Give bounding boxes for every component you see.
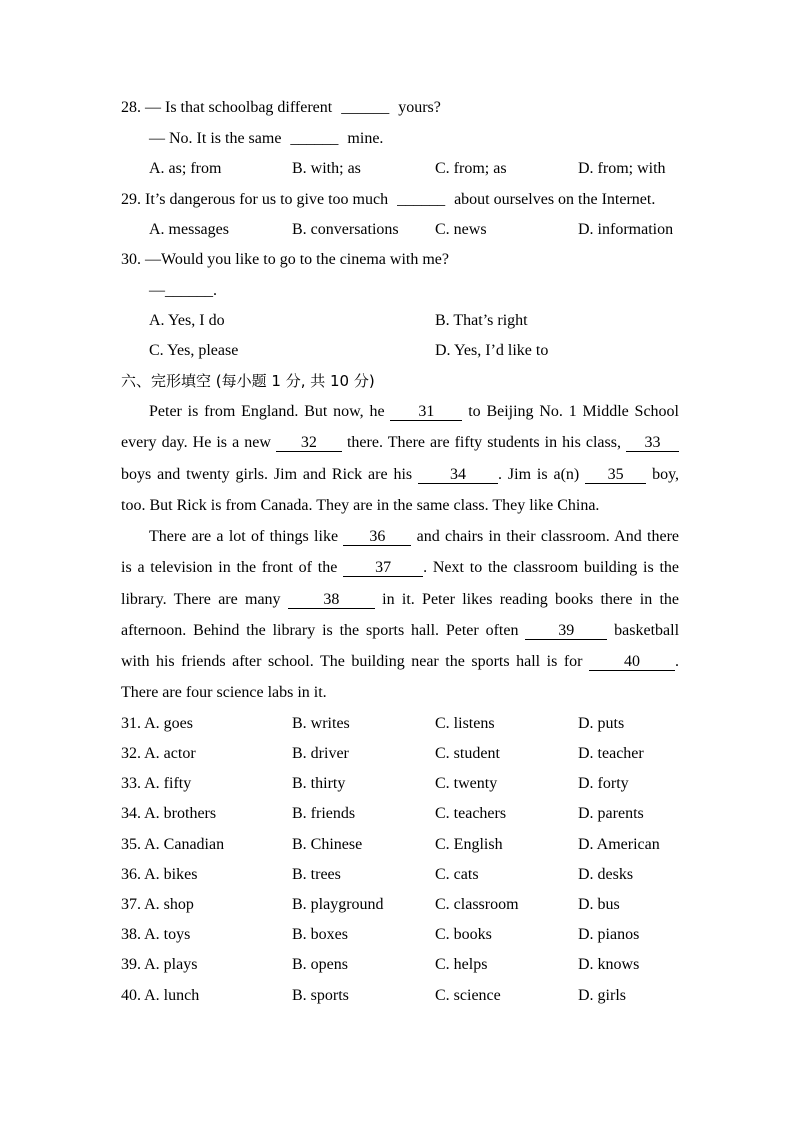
cloze-question-31 xyxy=(0,714,800,734)
passage-text: . Next to the classroom building is the xyxy=(423,559,680,576)
option-c: C. science xyxy=(435,987,501,1004)
option-d: D. information xyxy=(578,221,674,238)
option-b: B. boxes xyxy=(292,926,348,943)
question-text: mine. xyxy=(347,130,384,147)
cloze-blank xyxy=(525,622,607,640)
question-number: 40. xyxy=(121,987,141,1004)
cloze-question-35 xyxy=(0,835,800,855)
passage-line xyxy=(121,683,679,703)
section-title: 六、完形填空 (每小题 1 分, 共 10 分) xyxy=(121,372,375,390)
question-number: 35. xyxy=(121,836,141,853)
option-d: D. forty xyxy=(578,775,629,792)
option-a xyxy=(121,804,216,824)
option-a xyxy=(121,774,191,794)
blank-number: 32 xyxy=(300,434,317,451)
blank-number: 36 xyxy=(369,528,386,545)
option-b: B. conversations xyxy=(292,221,399,238)
passage-text: . Jim is a(n) xyxy=(498,466,580,483)
option-a: A. as; from xyxy=(149,160,222,177)
cloze-question-39 xyxy=(0,955,800,975)
option-c: C. twenty xyxy=(435,775,498,792)
question-text: 29. It’s dangerous for us to give too much xyxy=(121,191,389,208)
question-text: — No. It is the same xyxy=(149,130,282,147)
period: . xyxy=(213,282,217,299)
passage-line xyxy=(121,465,679,485)
question-30-reply xyxy=(149,281,217,301)
option-d: D. Yes, I’d like to xyxy=(435,342,549,359)
option-b: B. trees xyxy=(292,866,341,883)
option-d: D. American xyxy=(578,836,660,853)
passage-line xyxy=(121,652,679,672)
question-number: 32. xyxy=(121,745,141,762)
option-b: B. writes xyxy=(292,715,350,732)
option-c: C. English xyxy=(435,836,503,853)
option-d: D. pianos xyxy=(578,926,640,943)
option-d: D. teacher xyxy=(578,745,644,762)
question-30-options-row-2 xyxy=(0,341,800,361)
option-a xyxy=(121,895,194,915)
dash: — xyxy=(149,282,165,299)
option-a-text: A. plays xyxy=(144,956,198,973)
option-a-text: A. goes xyxy=(144,715,194,732)
answer-blank: ______ xyxy=(290,130,339,147)
option-d: D. puts xyxy=(578,715,625,732)
cloze-blank xyxy=(585,466,646,484)
option-a-text: A. lunch xyxy=(144,987,200,1004)
question-text: about ourselves on the Internet. xyxy=(454,191,656,208)
option-c: C. helps xyxy=(435,956,488,973)
question-text: 28. — Is that schoolbag different xyxy=(121,99,333,116)
passage-text: too. But Rick is from Canada. They are in the same class. They like China. xyxy=(121,497,600,514)
question-28-reply xyxy=(149,129,383,149)
option-a: A. Yes, I do xyxy=(149,312,225,329)
option-a-text: A. shop xyxy=(144,896,194,913)
question-30-stem xyxy=(121,250,449,270)
cloze-blank xyxy=(288,591,375,609)
passage-text: . xyxy=(675,653,680,670)
passage-text: There are a lot of things like xyxy=(149,528,339,545)
option-a xyxy=(121,986,199,1006)
answer-blank: ______ xyxy=(397,191,446,208)
option-a-text: A. actor xyxy=(144,745,196,762)
passage-line xyxy=(149,527,679,547)
blank-number: 34 xyxy=(450,466,467,483)
option-d: D. desks xyxy=(578,866,634,883)
passage-line xyxy=(121,621,679,641)
option-a xyxy=(121,865,197,885)
option-a-text: A. brothers xyxy=(144,805,217,822)
option-a-text: A. Canadian xyxy=(144,836,225,853)
option-c: C. cats xyxy=(435,866,479,883)
question-number: 31. xyxy=(121,715,141,732)
option-c: C. teachers xyxy=(435,805,507,822)
question-29-options xyxy=(0,220,800,240)
question-text: 30. —Would you like to go to the cinema with me? xyxy=(121,251,449,268)
passage-text: there. There are fifty students in his class, xyxy=(346,434,621,451)
cloze-blank xyxy=(390,403,462,421)
option-b: B. That’s right xyxy=(435,312,528,329)
question-number: 37. xyxy=(121,896,141,913)
option-a-text: A. fifty xyxy=(144,775,192,792)
passage-text: is a television in the front of the xyxy=(121,559,338,576)
passage-text: Peter is from England. But now, he xyxy=(149,403,385,420)
passage-text: afternoon. Behind the library is the sports hall. Peter often xyxy=(121,622,519,639)
option-d: D. parents xyxy=(578,805,644,822)
question-number: 38. xyxy=(121,926,141,943)
cloze-blank xyxy=(589,653,675,671)
cloze-question-33 xyxy=(0,774,800,794)
option-a xyxy=(121,925,190,945)
question-number: 36. xyxy=(121,866,141,883)
option-a: A. messages xyxy=(149,221,229,238)
passage-line xyxy=(121,590,679,610)
option-c: C. listens xyxy=(435,715,495,732)
passage-text: boys and twenty girls. Jim and Rick are his xyxy=(121,466,413,483)
cloze-question-36 xyxy=(0,865,800,885)
question-number: 34. xyxy=(121,805,141,822)
passage-text: boy, xyxy=(652,466,680,483)
option-a xyxy=(121,714,193,734)
option-a-text: A. toys xyxy=(144,926,191,943)
cloze-blank xyxy=(418,466,498,484)
passage-text: in it. Peter likes reading books there in the xyxy=(382,591,680,608)
question-text: yours? xyxy=(398,99,441,116)
option-b: B. with; as xyxy=(292,160,361,177)
blank-number: 33 xyxy=(644,434,661,451)
question-number: 39. xyxy=(121,956,141,973)
blank-number: 37 xyxy=(375,559,392,576)
option-c: C. classroom xyxy=(435,896,519,913)
passage-text: library. There are many xyxy=(121,591,281,608)
option-b: B. Chinese xyxy=(292,836,363,853)
option-a-text: A. bikes xyxy=(144,866,198,883)
passage-line xyxy=(121,558,679,578)
option-c: C. news xyxy=(435,221,487,238)
option-a xyxy=(121,955,197,975)
cloze-blank xyxy=(276,434,342,452)
passage-line xyxy=(121,496,679,516)
option-c: C. books xyxy=(435,926,492,943)
passage-text: with his friends after school. The building near the sports hall is for xyxy=(121,653,583,670)
question-29-stem xyxy=(121,190,655,210)
option-a xyxy=(121,744,196,764)
cloze-question-32 xyxy=(0,744,800,764)
blank-number: 39 xyxy=(558,622,575,639)
cloze-blank xyxy=(343,559,423,577)
option-b: B. playground xyxy=(292,896,384,913)
option-c: C. from; as xyxy=(435,160,507,177)
option-b: B. opens xyxy=(292,956,348,973)
option-d: D. girls xyxy=(578,987,626,1004)
option-b: B. driver xyxy=(292,745,349,762)
question-28-stem xyxy=(121,98,441,118)
blank-number: 31 xyxy=(418,403,435,420)
blank-number: 38 xyxy=(323,591,340,608)
option-d: D. bus xyxy=(578,896,620,913)
passage-text: basketball xyxy=(614,622,680,639)
passage-text: and chairs in their classroom. And there xyxy=(416,528,680,545)
option-c: C. student xyxy=(435,745,500,762)
blank-number: 35 xyxy=(607,466,624,483)
option-b: B. thirty xyxy=(292,775,346,792)
passage-text: to Beijing No. 1 Middle School xyxy=(468,403,680,420)
question-number: 33. xyxy=(121,775,141,792)
cloze-question-37 xyxy=(0,895,800,915)
blank-number: 40 xyxy=(624,653,641,670)
option-c: C. Yes, please xyxy=(149,342,239,359)
passage-text: every day. He is a new xyxy=(121,434,271,451)
option-a xyxy=(121,835,224,855)
cloze-question-38 xyxy=(0,925,800,945)
cloze-question-34 xyxy=(0,804,800,824)
question-30-options-row-1 xyxy=(0,311,800,331)
cloze-blank xyxy=(626,434,679,452)
option-d: D. knows xyxy=(578,956,640,973)
option-b: B. friends xyxy=(292,805,356,822)
option-b: B. sports xyxy=(292,987,349,1004)
answer-blank: ______ xyxy=(165,282,213,299)
option-d: D. from; with xyxy=(578,160,666,177)
passage-text: There are four science labs in it. xyxy=(121,684,327,701)
passage-line xyxy=(149,402,679,422)
cloze-blank xyxy=(343,528,411,546)
answer-blank: ______ xyxy=(341,99,390,116)
cloze-question-40 xyxy=(0,986,800,1006)
passage-line xyxy=(121,433,679,453)
question-28-options xyxy=(0,159,800,179)
